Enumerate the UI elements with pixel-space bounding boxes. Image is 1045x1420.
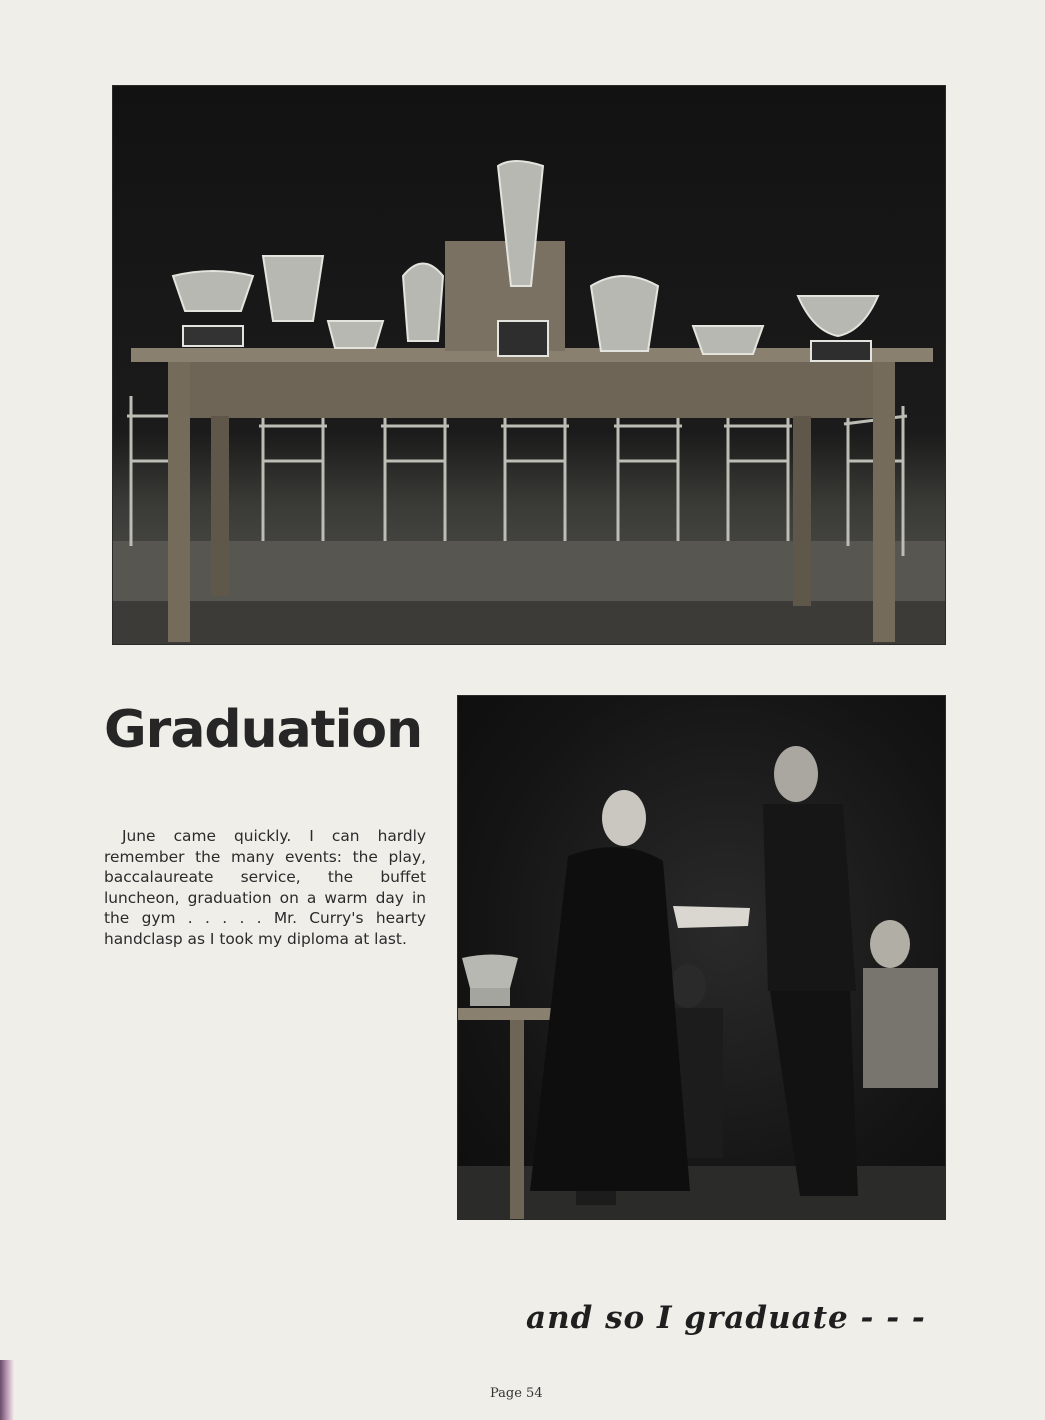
page-title: Graduation (104, 700, 423, 760)
handshake-illustration (458, 696, 945, 1219)
trophy-table-illustration (113, 86, 945, 644)
page-edge-shadow (0, 1360, 14, 1420)
trophy-table-photo (113, 86, 945, 644)
body-paragraph: June came quickly. I can hardly remember the many events: the play, baccalaureate service, the buffet luncheon, graduation on a warm day in the gym . . . . . Mr. Curry's hearty handclasp as I took my diploma at last. (104, 827, 426, 948)
page-number: Page 54 (490, 1386, 543, 1401)
tagline: and so I graduate - - - (526, 1300, 926, 1336)
diploma-handshake-photo (458, 696, 945, 1219)
